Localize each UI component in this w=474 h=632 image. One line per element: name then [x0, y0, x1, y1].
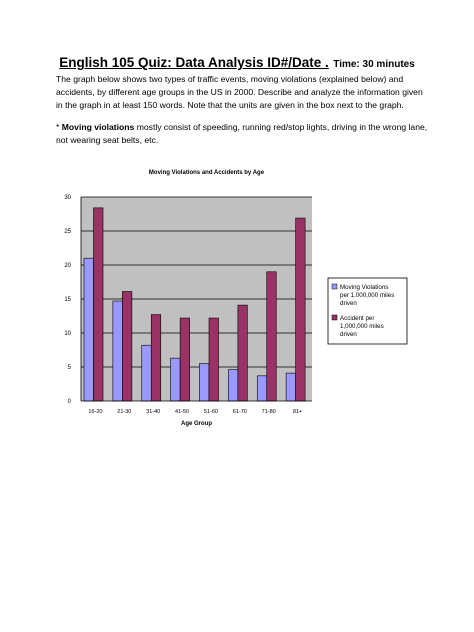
bar [267, 272, 277, 401]
legend-label: 1,000,000 miles [340, 323, 384, 330]
x-tick-label: 21-30 [117, 409, 132, 415]
bar [171, 358, 181, 401]
bar [209, 318, 219, 401]
bar [84, 258, 94, 401]
legend-label: Moving Violations [340, 284, 389, 291]
bar [180, 318, 190, 401]
document-title-line [0, 54, 474, 72]
bar [296, 218, 306, 401]
legend-swatch [332, 315, 337, 320]
definition-term: Moving violations [61, 122, 135, 132]
bar [238, 305, 248, 401]
bar [228, 370, 238, 401]
legend-label: driven [340, 331, 357, 338]
bar [113, 301, 123, 401]
bar [94, 208, 104, 401]
y-tick-label: 25 [64, 229, 71, 235]
x-tick-label: 71-80 [261, 409, 276, 415]
chart-title: Moving Violations and Accidents by Age [148, 170, 265, 176]
x-tick-label: 51-60 [203, 409, 218, 415]
x-tick-label: 41-50 [175, 409, 190, 415]
legend-swatch [332, 284, 337, 289]
x-tick-label: 81+ [292, 409, 303, 415]
y-tick-label: 30 [64, 195, 71, 201]
bar [200, 364, 210, 401]
x-axis-label: Age Group [181, 421, 212, 427]
definition-paragraph [56, 121, 428, 147]
y-tick-label: 10 [64, 331, 71, 337]
time-limit: Time: 30 minutes [333, 59, 415, 70]
y-tick-label: 20 [64, 263, 71, 269]
x-tick-label: 31-40 [146, 409, 161, 415]
legend-label: driven [340, 300, 357, 307]
definition-text: mostly consist of speeding, running red/stop lights, driving in the wrong lane, not wearing seat belts, etc. [56, 122, 428, 145]
bar [286, 373, 296, 401]
bar [142, 345, 152, 401]
x-tick-label: 16-20 [88, 409, 103, 415]
y-tick-label: 5 [67, 365, 71, 371]
bar [122, 292, 132, 401]
legend-label: per 1,000,000 miles [340, 292, 395, 299]
bullet-marker: * [56, 122, 60, 132]
legend-label: Accident per [340, 315, 375, 322]
y-tick-label: 0 [67, 399, 71, 405]
document-title: English 105 Quiz: Data Analysis ID#/Date . [59, 55, 329, 70]
bar [257, 376, 267, 401]
instructions-paragraph: The graph below shows two types of traffic events, moving violations (explained below) and accidents, by different age groups in the US in 2000. Describe and analyze the information given in the graph in at least 150 words. Note that the units are given in the box next to the graph. [56, 74, 423, 110]
x-tick-label: 61-70 [232, 409, 247, 415]
bar-chart [0, 160, 474, 440]
y-tick-label: 15 [64, 297, 71, 303]
bar [151, 315, 161, 401]
